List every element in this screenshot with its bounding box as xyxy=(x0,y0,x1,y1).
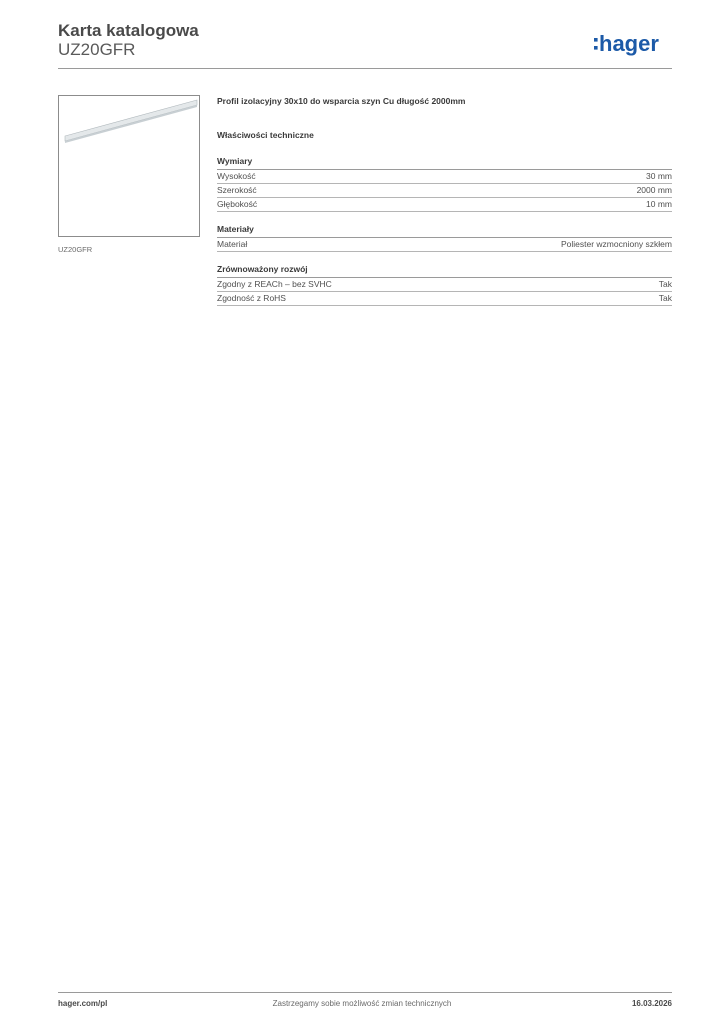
footer-disclaimer: Zastrzegamy sobie możliwość zmian technicznych xyxy=(272,999,452,1008)
spec-row xyxy=(217,184,672,198)
spec-value: Poliester wzmocniony szkłem xyxy=(560,239,672,249)
logo-text: hager xyxy=(599,31,659,56)
spec-row xyxy=(217,198,672,212)
group-sustainability xyxy=(217,264,672,306)
group-title: Materiały xyxy=(217,224,672,238)
product-code: UZ20GFR xyxy=(58,40,136,59)
spec-label: Wysokość xyxy=(217,171,256,181)
page-title: Karta katalogowa xyxy=(58,21,199,40)
spec-row xyxy=(217,238,672,252)
product-rail-illustration xyxy=(59,96,201,238)
spec-value: 10 mm xyxy=(646,199,672,209)
hager-logo xyxy=(594,28,674,60)
group-title: Wymiary xyxy=(217,156,672,170)
spec-row xyxy=(217,278,672,292)
spec-value: Tak xyxy=(658,279,672,289)
product-description: Profil izolacyjny 30x10 do wsparcia szyn Cu długość 2000mm xyxy=(217,96,466,106)
footer-date: 16.03.2026 xyxy=(631,999,672,1008)
spec-row xyxy=(217,170,672,184)
spec-row xyxy=(217,292,672,306)
spec-value: 30 mm xyxy=(646,171,672,181)
spec-label: Materiał xyxy=(217,239,248,249)
spec-value: 2000 mm xyxy=(636,185,672,195)
spec-label: Głębokość xyxy=(217,199,258,209)
group-title: Zrównoważony rozwój xyxy=(217,264,672,278)
technical-heading: Właściwości techniczne xyxy=(217,130,314,140)
footer-website-link[interactable]: hager.com/pl xyxy=(58,999,108,1008)
group-dimensions xyxy=(217,156,672,212)
spec-label: Szerokość xyxy=(217,185,257,195)
spec-label: Zgodny z REACh – bez SVHC xyxy=(217,279,332,289)
specification-panel xyxy=(217,95,672,303)
spec-label: Zgodność z RoHS xyxy=(217,293,286,303)
spec-value: Tak xyxy=(658,293,672,303)
product-image xyxy=(58,95,200,237)
group-materials xyxy=(217,224,672,252)
header-divider xyxy=(58,68,672,69)
footer-divider xyxy=(58,992,672,993)
image-caption: UZ20GFR xyxy=(58,245,93,254)
